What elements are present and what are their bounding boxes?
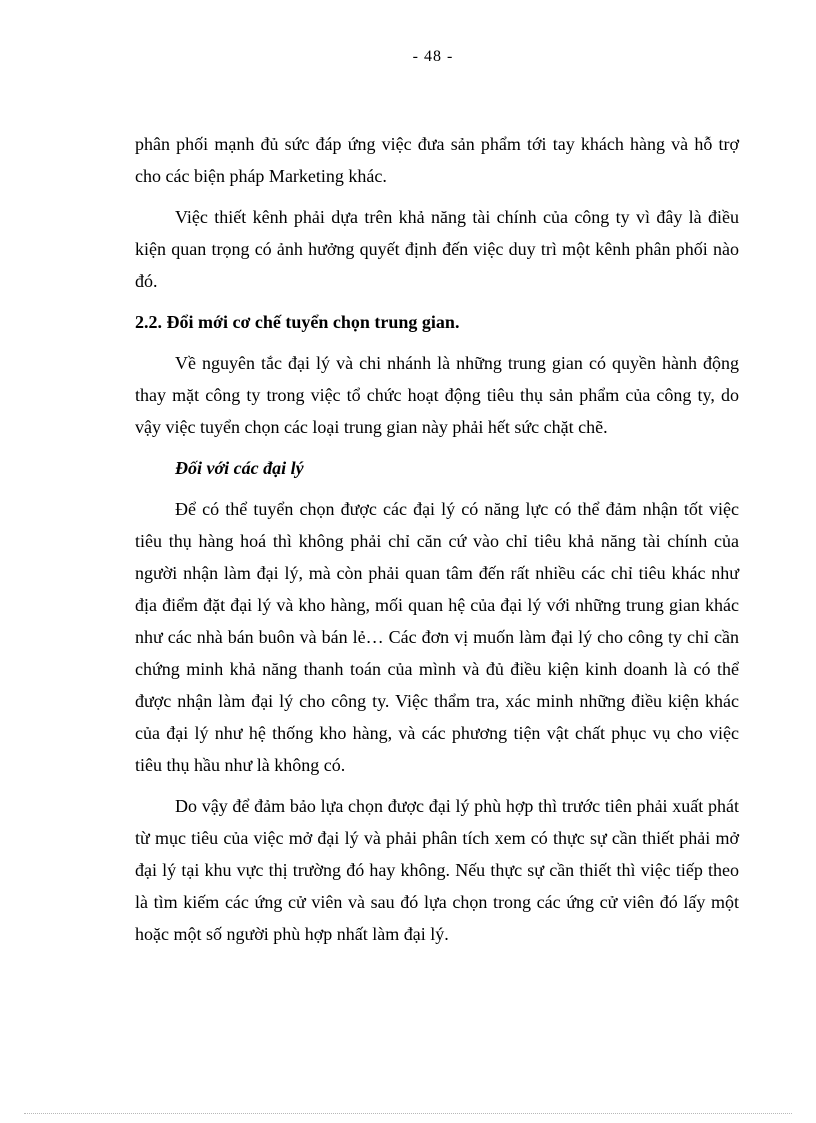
section-heading: 2.2. Đổi mới cơ chế tuyển chọn trung gian. xyxy=(135,312,460,332)
paragraph-agent-recommendation: Do vậy để đảm bảo lựa chọn được đại lý phù hợp thì trước tiên phải xuất phát từ mục tiêu của việc mở đại lý và phải phân tích xem có thực sự cần thiết phải mở đại lý tại khu vực thị trường đó hay không. Nếu thực sự cần thiết thì việc tiếp theo là tìm kiếm các ứng cử viên và sau đó lựa chọn trong các ứng cử viên đó lấy một hoặc một số người phù hợp nhất làm đại lý. xyxy=(135,796,739,944)
paragraph-financial-capacity: Việc thiết kênh phải dựa trên khả năng tài chính của công ty vì đây là điều kiện quan trọng có ảnh hưởng quyết định đến việc duy trì một kênh phân phối nào đó. xyxy=(135,207,739,291)
page-number: - 48 - xyxy=(412,48,454,65)
footer-divider xyxy=(24,1113,792,1114)
paragraph-intermediary-principles: Về nguyên tắc đại lý và chi nhánh là những trung gian có quyền hành động thay mặt công ty trong việc tổ chức hoạt động tiêu thụ sản phẩm của công ty, do vậy việc tuyển chọn các loại trung gian này phải hết sức chặt chẽ. xyxy=(135,353,739,437)
paragraph-agent-selection: Để có thể tuyển chọn được các đại lý có năng lực có thể đảm nhận tốt việc tiêu thụ hàng hoá thì không phải chỉ căn cứ vào chỉ tiêu khả năng tài chính của người nhận làm đại lý, mà còn phải quan tâm đến rất nhiều các chỉ tiêu khác như địa điểm đặt đại lý và kho hàng, mối quan hệ của đại lý với những trung gian khác như các nhà bán buôn và bán lẻ… Các đơn vị muốn làm đại lý cho công ty chỉ cần chứng minh khả năng thanh toán của mình và đủ điều kiện kinh doanh là có thể được nhận làm đại lý cho công ty. Việc thẩm tra, xác minh những điều kiện khác của đại lý như hệ thống kho hàng, và các phương tiện vật chất phục vụ cho việc tiêu thụ hầu như là không có. xyxy=(135,499,739,775)
paragraph-distribution-strength: phân phối mạnh đủ sức đáp ứng việc đưa sản phẩm tới tay khách hàng và hỗ trợ cho các biện pháp Marketing khác. xyxy=(135,134,739,186)
subsection-heading-agents: Đối với các đại lý xyxy=(175,458,304,478)
document-body xyxy=(135,128,739,950)
